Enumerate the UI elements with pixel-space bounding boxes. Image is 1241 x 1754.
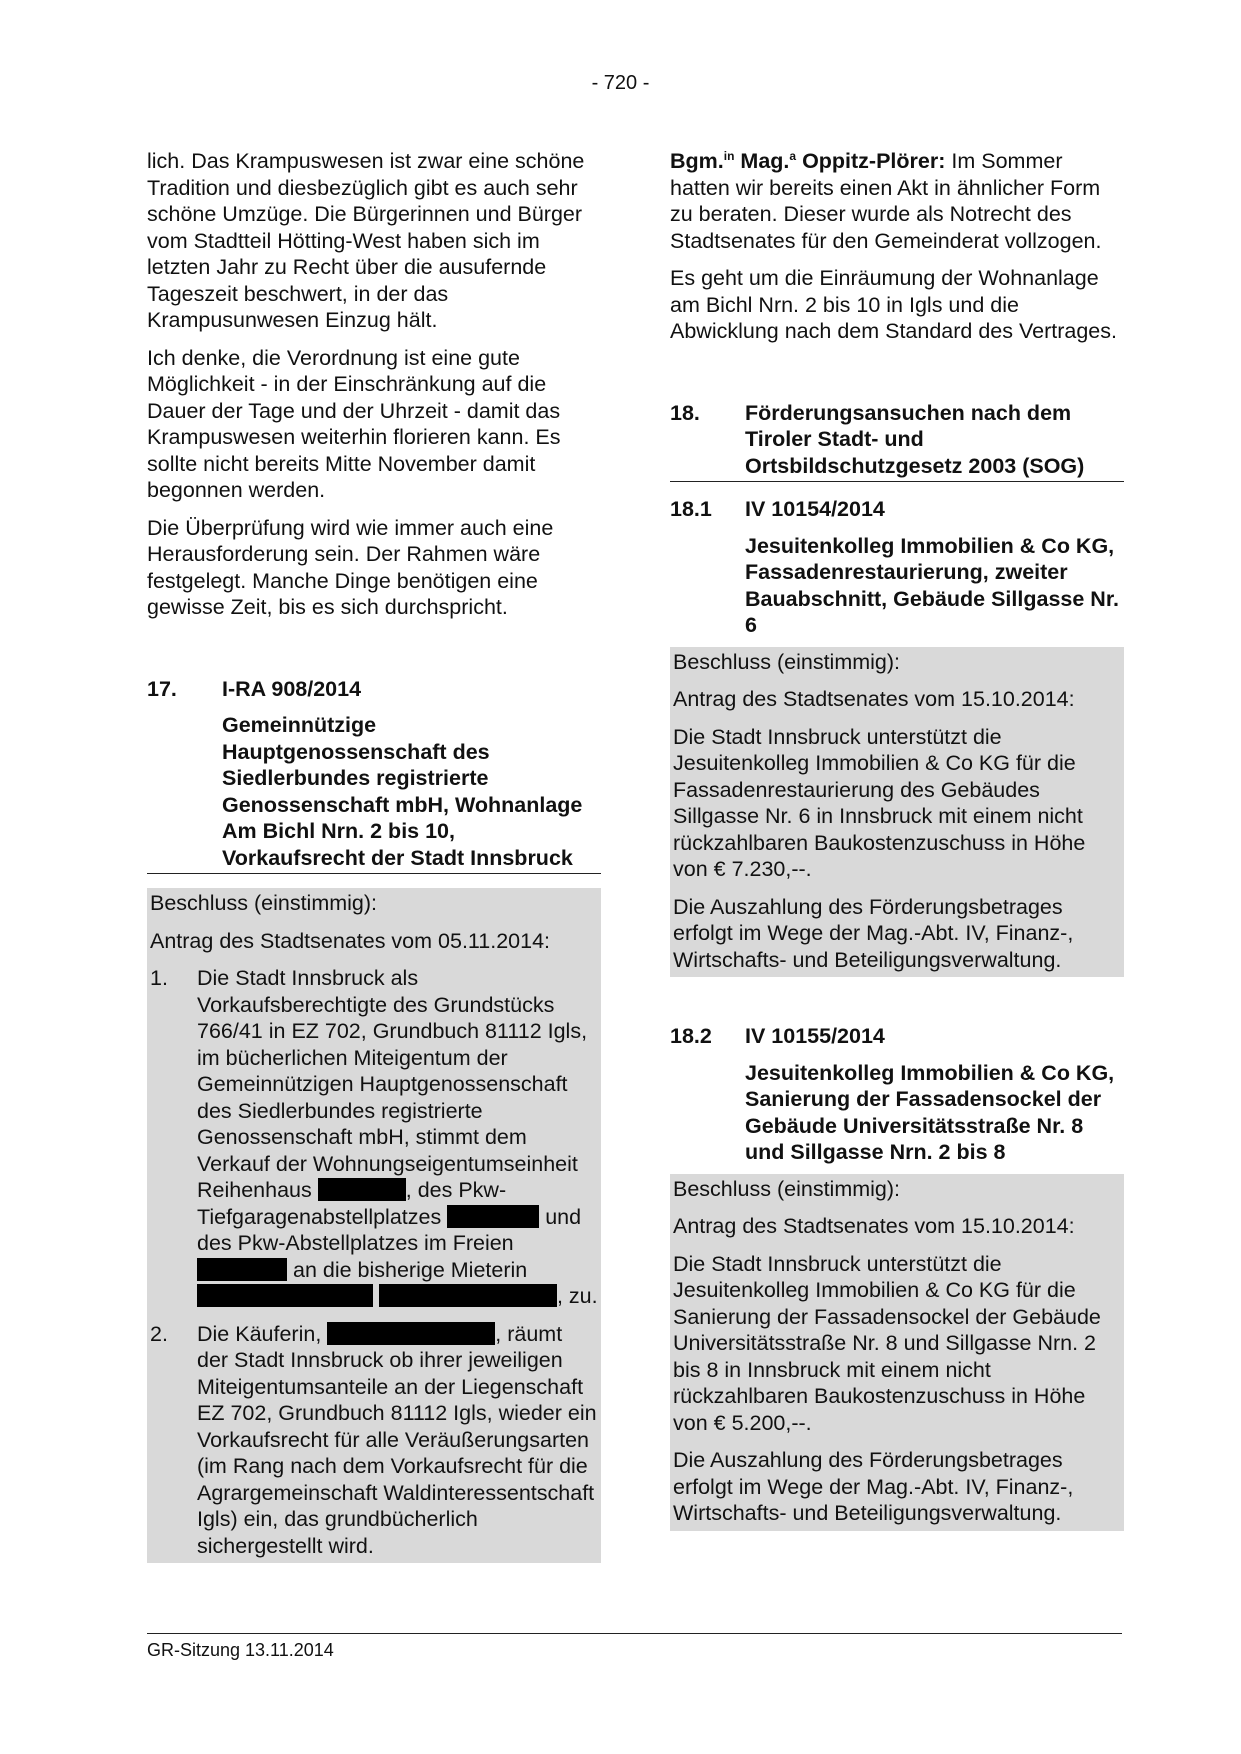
item-18-1-title: Jesuitenkolleg Immobilien & Co KG, Fassadenrestaurierung, zweiter Bauabschnitt, Gebäude Sillgasse Nr. 6 <box>745 533 1119 637</box>
item-18-2-heading <box>670 1023 1124 1050</box>
decision-text: Die Stadt Innsbruck unterstützt die Jesuitenkolleg Immobilien & Co KG für die Fassadenrestaurierung des Gebäudes Sillgasse Nr. 6 in Innsbruck mit einem nicht rückzahlbaren Baukostenzuschuss in Höhe von € 7.230,--. <box>673 724 1086 881</box>
right-column <box>670 148 1124 1531</box>
item-code: IV 10154/2014 <box>745 497 885 521</box>
paragraph: Die Überprüfung wird wie immer auch eine Herausforderung sein. Der Rahmen wäre festgelegt. Manche Dinge benötigen eine gewisse Zeit, bis es sich durchspricht. <box>147 515 554 619</box>
item-code: I-RA 908/2014 <box>222 676 362 701</box>
item-18-1-decision-box <box>670 647 1124 978</box>
list-text-part: , zu. <box>556 1284 598 1308</box>
item-number: 18.1 <box>670 497 712 521</box>
list-item <box>150 965 598 1310</box>
item-18-2-decision-box <box>670 1174 1124 1531</box>
item-18-2-title: Jesuitenkolleg Immobilien & Co KG, Sanierung der Fassadensockel der Gebäude Universitätsstraße Nr. 8 und Sillgasse Nrn. 2 bis 8 <box>745 1060 1115 1164</box>
speaker-text: Im Sommer hatten wir bereits einen Akt in ähnlicher Form zu beraten. Dieser wurde als Notrecht des Stadtsenates für den Gemeinderat vollzogen. <box>670 149 1102 253</box>
payment-text: Die Auszahlung des Förderungsbetrages erfolgt im Wege der Mag.-Abt. IV, Finanz-, Wirtschafts- und Beteiligungsverwaltung. <box>673 894 1074 972</box>
paragraph: lich. Das Krampuswesen ist zwar eine schöne Tradition und diesbezüglich gibt es auch sehr schöne Umzüge. Die Bürgerinnen und Bürger vom Stadtteil Hötting-West haben sich im letzten Jahr zu Recht über die ausufernde Tageszeit beschwert, in der das Krampusunwesen Einzug hält. <box>147 149 585 332</box>
item-number: 18. <box>670 400 700 425</box>
item-number: 17. <box>147 676 177 701</box>
list-text-part: Die Stadt Innsbruck als Vorkaufsberechtigte des Grundstücks 766/41 in EZ 702, Grundbuch 81112 Igls, im bücherlichen Miteigentum der Gemeinnützigen Hauptgenossenschaft des Siedlerbundes registrierte Genossenschaft mbH, stimmt dem Verkauf der Wohnungseigentumseinheit Reihenhaus <box>197 966 588 1202</box>
redaction-bar <box>379 1284 557 1307</box>
speaker-paragraph <box>670 148 1124 254</box>
decision-label: Beschluss (einstimmig): <box>673 1176 900 1201</box>
payment-text: Die Auszahlung des Förderungsbetrages erfolgt im Wege der Mag.-Abt. IV, Finanz-, Wirtschafts- und Beteiligungsverwaltung. <box>673 1448 1074 1525</box>
motion-label: Antrag des Stadtsenates vom 15.10.2014: <box>673 687 1075 711</box>
motion-label: Antrag des Stadtsenates vom 05.11.2014: <box>150 928 551 953</box>
item-17-title: Gemeinnützige Hauptgenossenschaft des Siedlerbundes registrierte Genossenschaft mbH, Wohnanlage Am Bichl Nrn. 2 bis 10, Vorkaufsrecht der Stadt Innsbruck <box>147 712 601 874</box>
list-text-part: , des Pkw-Tiefgaragenabstellplatzes <box>197 1178 507 1229</box>
page-number: - 720 - <box>591 72 650 94</box>
item-17-heading <box>147 676 601 703</box>
item-18-1-heading <box>670 496 1124 523</box>
paragraph: Ich denke, die Verordnung ist eine gute Möglichkeit - in der Einschränkung auf die Dauer der Tage und der Uhrzeit - damit das Krampuswesen weiterhin florieren kann. Es sollte nicht bereits Mitte November damit begonnen werden. <box>147 345 561 502</box>
paragraph: Es geht um die Einräumung der Wohnanlage am Bichl Nrn. 2 bis 10 in Igls und die Abwicklung nach dem Standard des Vertrages. <box>670 266 1117 343</box>
list-text-part: an die bisherige Mieterin <box>292 1257 528 1282</box>
item-number: 18.2 <box>670 1024 712 1048</box>
item-title: Förderungsansuchen nach dem Tiroler Stadt- und Ortsbildschutzgesetz 2003 (SOG) <box>745 400 1085 478</box>
redaction-bar <box>318 1178 406 1201</box>
redaction-bar <box>197 1258 287 1281</box>
list-number: 2. <box>150 1321 168 1346</box>
redaction-bar <box>327 1322 495 1345</box>
list-text-part: und des Pkw-Abstellplatzes im Freien <box>197 1204 582 1255</box>
list-text-part: Die Käuferin, <box>197 1321 322 1346</box>
decision-text: Die Stadt Innsbruck unterstützt die Jesuitenkolleg Immobilien & Co KG für die Sanierung der Fassadensockel der Gebäude Universitätsstraße Nr. 8 und Sillgasse Nrn. 2 bis 8 in Innsbruck mit einem nicht rückzahlbaren Baukostenzuschuss in Höhe von € 5.200,--. <box>673 1251 1101 1435</box>
motion-label: Antrag des Stadtsenates vom 15.10.2014: <box>673 1214 1075 1238</box>
item-18-heading <box>670 400 1124 483</box>
list-text <box>197 965 598 1310</box>
decision-label: Beschluss (einstimmig): <box>673 649 900 674</box>
decision-label: Beschluss (einstimmig): <box>150 891 377 915</box>
list-item <box>150 1321 598 1560</box>
list-text <box>197 1321 598 1560</box>
redaction-bar <box>197 1284 373 1307</box>
speaker-name: Bgm.$^{in}$ Mag.$^a$ Oppitz-Plörer: <box>670 148 946 173</box>
redaction-bar <box>447 1205 539 1228</box>
footer: GR-Sitzung 13.11.2014 <box>147 1633 1122 1661</box>
left-column <box>147 148 601 1563</box>
item-code: IV 10155/2014 <box>745 1024 885 1048</box>
list-number: 1. <box>150 966 168 990</box>
list-text-part: , räumt der Stadt Innsbruck ob ihrer jeweiligen Miteigentumsanteile an der Liegenschaft EZ 702, Grundbuch 81112 Igls, wieder ein Vorkaufsrecht für alle Veräußerungsarten (im Rang nach dem Vorkaufsrecht für die Agrargemeinschaft Waldinteressentschaft Igls) ein, das grundbücherlich sichergestellt wird. <box>197 1321 597 1558</box>
item-17-decision-box <box>147 888 601 1563</box>
